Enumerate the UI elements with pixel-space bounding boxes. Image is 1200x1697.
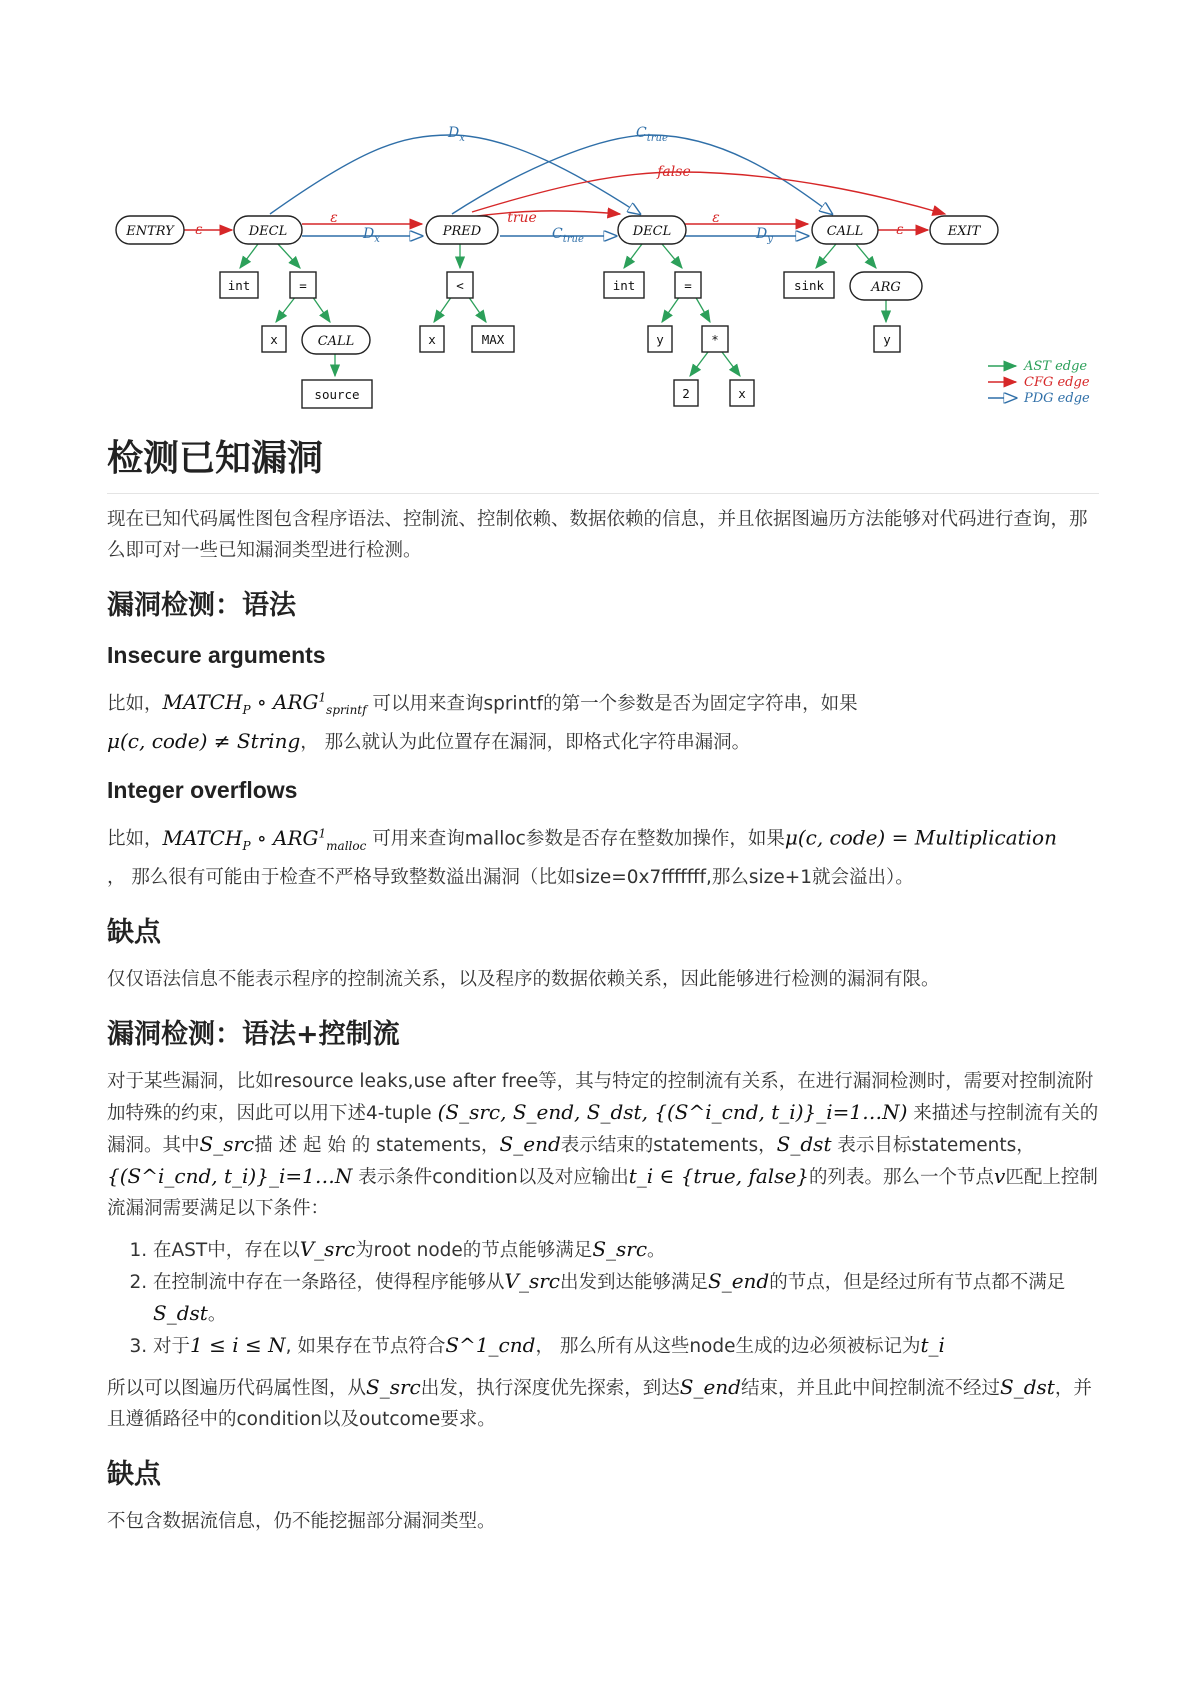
article-content [107,436,1099,1547]
svg-text:Dy: $D_y$ [756,226,773,245]
conditions-list [107,1234,1099,1362]
svg-text:Ctrue: $C_{true}$ [636,125,668,144]
svg-text:false: false [657,164,691,180]
svg-text:EXIT: EXIT [947,224,981,239]
section-syntax-flaw-text: 仅仅语法信息不能表示程序的控制流关系，以及程序的数据依赖关系，因此能够进行检测的漏洞有限。 [107,969,940,991]
svg-text:CFG edge: CFG edge [1024,375,1090,390]
section-syntax-cfg-paragraph: 对于某些漏洞，比如resource leaks,use after free等，其与特定的控制流有关系，在进行漏洞检测时，需要对控制流附加特殊的约束，因此可以用下述4-tuple (S_src, S_end, S_dst, {(S^i_cnd, t_i)}_i=1…N) 来描述与控制流有关的漏洞。其中S_src描 述 起 始 的 statements，S_end表示结束的statements，S_dst 表示目标statements，{(S^i_cnd, t_i)}_i=1…N 表示条件condition以及对应输出t_i ∈ {true, false}的列表。那么一个节点v匹配上控制流漏洞需要满足以下条件： [107,1071,1099,1220]
svg-text:ENTRY: ENTRY [126,224,174,239]
cfg-arc-false [472,172,945,214]
page-title: 检测已知漏洞 [107,436,1099,494]
diagram-legend [988,359,1090,406]
svg-text:PRED: PRED [442,224,482,239]
svg-text:<: < [456,278,464,293]
section-cfg-flaw-title: 缺点 [107,1459,161,1491]
svg-text:x: x [428,332,436,347]
svg-text:Ctrue: $C_{true}$ [552,226,584,245]
svg-text:int: int [227,278,251,293]
svg-text:y: y [656,332,664,347]
insecure-arguments-title: Insecure arguments [107,641,326,668]
svg-text:ε: ε [195,222,203,238]
section-syntax-title: 漏洞检测：语法 [107,589,296,621]
svg-text:Dx: $D_x$ [448,125,465,144]
svg-text:ARG: ARG [871,280,901,295]
svg-text:source: source [314,387,360,402]
pdg-arc-ctrue [452,135,832,214]
svg-text:Dx: $D_x$ [363,226,380,245]
svg-text:MAX: MAX [481,332,505,347]
svg-text:=: = [299,278,307,293]
pdg-arc-dx [270,135,640,214]
svg-text:CALL: CALL [826,224,864,239]
svg-text:x: x [738,386,746,401]
code-property-graph-diagram [0,0,1200,430]
section-syntax-cfg-title: 漏洞检测：语法+控制流 [107,1019,400,1051]
cfg-arc-true [470,211,620,217]
section-cfg-flaw-text: 不包含数据流信息，仍不能挖掘部分漏洞类型。 [107,1511,496,1533]
svg-text:ε: ε [712,210,720,226]
svg-text:DECL: DECL [632,224,672,239]
section-syntax-flaw-title: 缺点 [107,916,161,948]
list-item: 2. 在控制流中存在一条路径，使得程序能够从V_src出发到达能够满足S_end的节点，但是经过所有节点都不满足S_dst。 [153,1266,1099,1330]
integer-overflows-paragraph: 比如，$MATCH_P$ ∘ $ARG^1_{malloc}$ 可用来查询malloc参数是否存在整数加操作，如果μ(c, code) = Multiplication ， 那么很有可能由于检查不严格导致整数溢出漏洞（比如size=0x7fffffff,那么size+1就会溢出）。 [107,825,1057,888]
svg-text:int: int [612,278,636,293]
svg-text:CALL: CALL [317,334,355,349]
svg-text:true: true [507,210,537,226]
intro-paragraph: 现在已知代码属性图包含程序语法、控制流、控制依赖、数据依赖的信息，并且依据图遍历方法能够对代码进行查询，那么即可对一些已知漏洞类型进行检测。 [107,508,1088,561]
svg-text:y: y [883,332,891,347]
insecure-arguments-paragraph: 比如，$MATCH_P$ ∘ $ARG^1_{sprintf}$ 可以用来查询sprintf的第一个参数是否为固定字符串，如果 μ(c, code) ≠ String， 那么就认为此位置存在漏洞，即格式化字符串漏洞。 [107,690,858,754]
svg-text:PDG edge: PDG edge [1024,391,1090,406]
traversal-paragraph: 所以可以图遍历代码属性图，从S_src出发，执行深度优先探索，到达S_end结束，并且此中间控制流不经过S_dst，并且遵循路径中的condition以及outcome要求。 [107,1375,1092,1431]
integer-overflows-title: Integer overflows [107,777,298,804]
list-item: 3. 对于1 ≤ i ≤ N, 如果存在节点符合S^1_cnd， 那么所有从这些node生成的边必须被标记为t_i [153,1330,1099,1362]
svg-text:AST edge: AST edge [1024,359,1088,374]
svg-text:2: 2 [682,386,690,401]
svg-text:ε: ε [896,222,904,238]
svg-text:=: = [684,278,692,293]
list-item: 1. 在AST中，存在以V_src为root node的节点能够满足S_src。 [153,1234,1099,1266]
svg-text:DECL: DECL [248,224,288,239]
svg-text:sink: sink [793,278,825,293]
svg-text:*: * [711,332,719,347]
svg-text:x: x [270,332,278,347]
svg-text:ε: ε [330,210,338,226]
